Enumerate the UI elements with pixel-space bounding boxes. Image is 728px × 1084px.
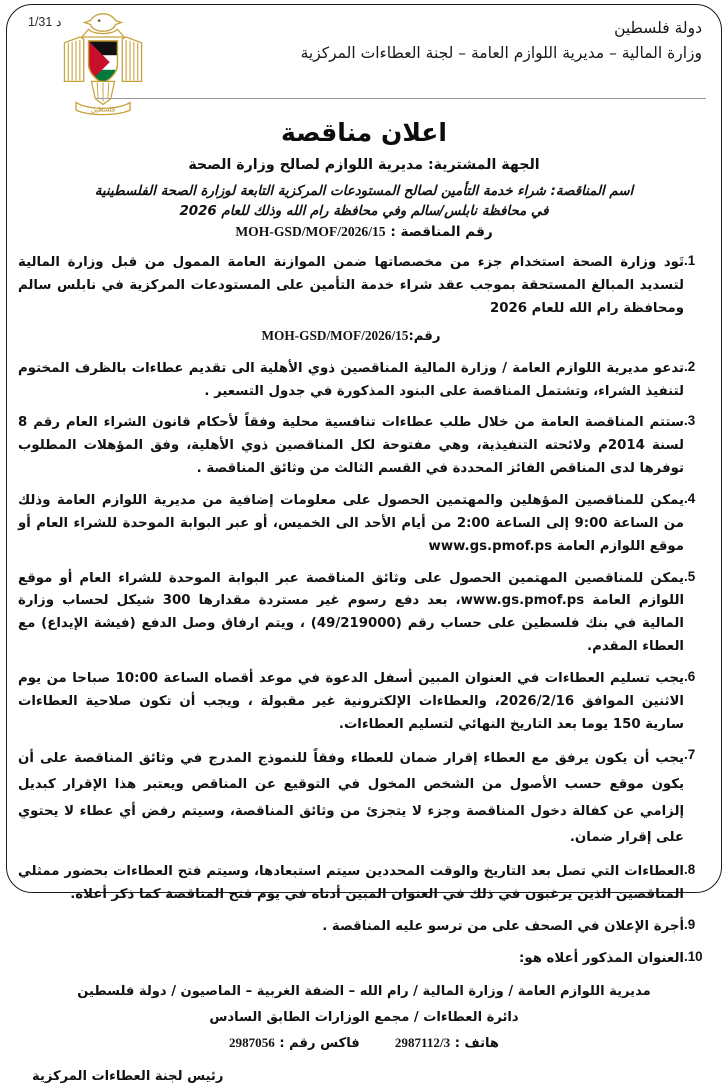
header-line-state: دولة فلسطين	[614, 19, 702, 37]
clause-number: .7	[684, 746, 696, 762]
clause-item	[18, 668, 710, 737]
tender-number-row	[20, 224, 708, 240]
tender-name-text-1: : شراء خدمة التأمين لصالح المستودعات المركزية التابعة لوزارة الصحة الفلسطينية	[94, 184, 556, 199]
tender-name-line-1	[20, 182, 708, 202]
clause-item	[18, 252, 710, 348]
clause-number: .2	[684, 358, 696, 374]
clause-item	[18, 948, 710, 971]
clause-item	[18, 568, 710, 659]
clause-number: .10	[684, 948, 703, 964]
address-line-department: دائرة العطاءات / مجمع الوزارات الطابق السادس	[209, 1009, 519, 1025]
emblem-caption: فلسطين	[90, 105, 116, 114]
tender-number-label: رقم المناقصة :	[390, 224, 493, 241]
clause-text: أجرة الإعلان في الصحف على من ترسو عليه المناقصة .	[322, 918, 684, 934]
clause-text: ستتم المناقصة العامة من خلال طلب عطاءات تنافسية محلية وفقاً لأحكام قانون الشراء العام رقم 8 لسنة 2014م ولائحته التنفيذية، وهي مفتوحة لكل المناقصين ذوي الأهلية، وفق المؤهلات المطلوب توفرها لدى المناقص الفائز المحددة في القسم الثالث من وثائق المناقصة .	[18, 415, 684, 477]
phone-label: هاتف :	[454, 1036, 500, 1052]
palestine-eagle-emblem	[54, 10, 152, 118]
phone-value: 2987112/3	[394, 1035, 451, 1051]
buying-entity: الجهة المشترية: مديرية اللوازم لصالح وزارة الصحة	[188, 157, 540, 173]
clause-text: يمكن للمناقصين المهتمين الحصول على وثائق المناقصة عبر البوابة الموحدة للشراء العام أو موقع اللوازم العامة www.gs.pmof.ps، بعد دفع رسوم غير مستردة مقدارها 300 شيكل لحساب وزارة المالية في بنك فلسطين على حساب رقم (49/219000) ، ويتم ارفاق وصل الدفع (فيشة الإيداع) مع العطاء المقدم.	[18, 570, 684, 655]
clause-text: يجب تسليم العطاءات في العنوان المبين أسفل الدعوة في موعد أقصاه الساعة 10:00 صباحا من يوم الاثنين الموافق 2026/2/16، والعطاءات الإلكترونية غير مقبولة ، ويجب أن تكون صلاحية العطاءات سارية 150 يوما بعد التاريخ النهائي لتسليم العطاءات.	[18, 670, 684, 732]
clause-number-value: MOH-GSD/MOF/2026/15	[261, 327, 409, 343]
tender-name-line-2: في محافظة نابلس/سالم وفي محافظة رام الله وذلك للعام 2026	[179, 204, 549, 220]
clause-number: .9	[684, 916, 696, 932]
clause-text: تدعو مديرية اللوازم العامة / وزارة المالية المناقصين ذوي الأهلية الى تقديم عطاءات بالظرف المختوم لتنفيذ الشراء، وتشتمل المناقصة على البنود المذكورة في جدول التسعير .	[18, 360, 684, 399]
clause-number: .1	[684, 253, 696, 269]
tender-meta-block	[20, 157, 708, 240]
clause-item	[18, 490, 710, 559]
contact-line	[18, 1030, 710, 1057]
signature-line: رئيس لجنة العطاءات المركزية	[32, 1068, 224, 1084]
clause-list	[18, 252, 710, 970]
address-block	[18, 979, 710, 1057]
tender-number-value: MOH-GSD/MOF/2026/15	[235, 224, 386, 240]
tender-name-label: اسم المناقصة	[555, 184, 634, 199]
clause-text: يمكن للمناقصين المؤهلين والمهتمين الحصول على معلومات إضافية من مديرية اللوازم العامة وذلك من الساعة 9:00 إلى الساعة 2:00 من أيام الأحد الى الخميس، أو عبر البوابة الموحدة للشراء العام أو موقع اللوازم العامة www.gs.pmof.ps	[18, 492, 684, 554]
clause-text	[18, 252, 684, 348]
clause-text: العنوان المذكور أعلاه هو:	[519, 950, 684, 966]
header-line-ministry: وزارة المالية – مديرية اللوازم العامة – لجنة العطاءات المركزية	[300, 44, 702, 63]
page-marker: د 1/31	[28, 15, 62, 29]
clause-number: .6	[684, 668, 696, 684]
clause-tender-number-line	[18, 325, 684, 349]
clause-item	[18, 861, 710, 907]
clause-text: يجب أن يكون يرفق مع العطاء إقرار ضمان للعطاء وفقاً للنموذج المدرج في وثائق المناقصة على أن يكون موقع حسب الأصول من الشخص المخول في التوقيع عن المناقص ويعتبر هذا الإقرار كبديل إلزامي عن كفالة دخول المناقصة وجزء لا يتجزئ من وثائق المناقصة، وسيتم رفض أي عطاء لا يحتوي على إقرار ضمان.	[18, 750, 684, 846]
clause-item	[18, 746, 710, 852]
clause-number: .8	[684, 861, 696, 877]
page-content	[18, 8, 710, 1084]
clause-item	[18, 916, 710, 939]
clause-number: .4	[684, 490, 696, 506]
clause-number: .3	[684, 413, 696, 429]
clause-item	[18, 358, 710, 404]
fax-label: فاكس رقم :	[279, 1036, 360, 1052]
header-divider	[96, 98, 706, 99]
clause-number-label: رقم:	[408, 328, 441, 344]
clause-number: .5	[684, 568, 696, 584]
clause-text: العطاءات التي تصل بعد التاريخ والوقت المحددين سيتم استبعادها، وسيتم فتح العطاءات بحضور ممثلي المناقصين الذين يرغبون في ذلك في العنوان المبين أدناه في يوم فتح المناقصة كما ذكر أعلاه.	[18, 863, 684, 902]
address-line-main: مديرية اللوازم العامة / وزارة المالية / رام الله – الضفة الغربية – الماصيون / دولة فلسطين	[77, 984, 651, 1000]
page-title: اعلان مناقصة	[281, 118, 447, 147]
fax-value: 2987056	[228, 1035, 275, 1051]
clause-item	[18, 412, 710, 481]
clause-paragraph: تَود وزارة الصحة استخدام جزء من مخصصاتها ضمن الموازنة العامة الممول من قبل وزارة المالية لتسديد المبالغ المستحقة بموجب عقد شراء خدمة التأمين على المستودعات المركزية في نابلس سالم ومحافظة رام الله للعام 2026	[18, 255, 684, 316]
document-header	[18, 8, 710, 116]
header-text-block	[301, 16, 702, 66]
